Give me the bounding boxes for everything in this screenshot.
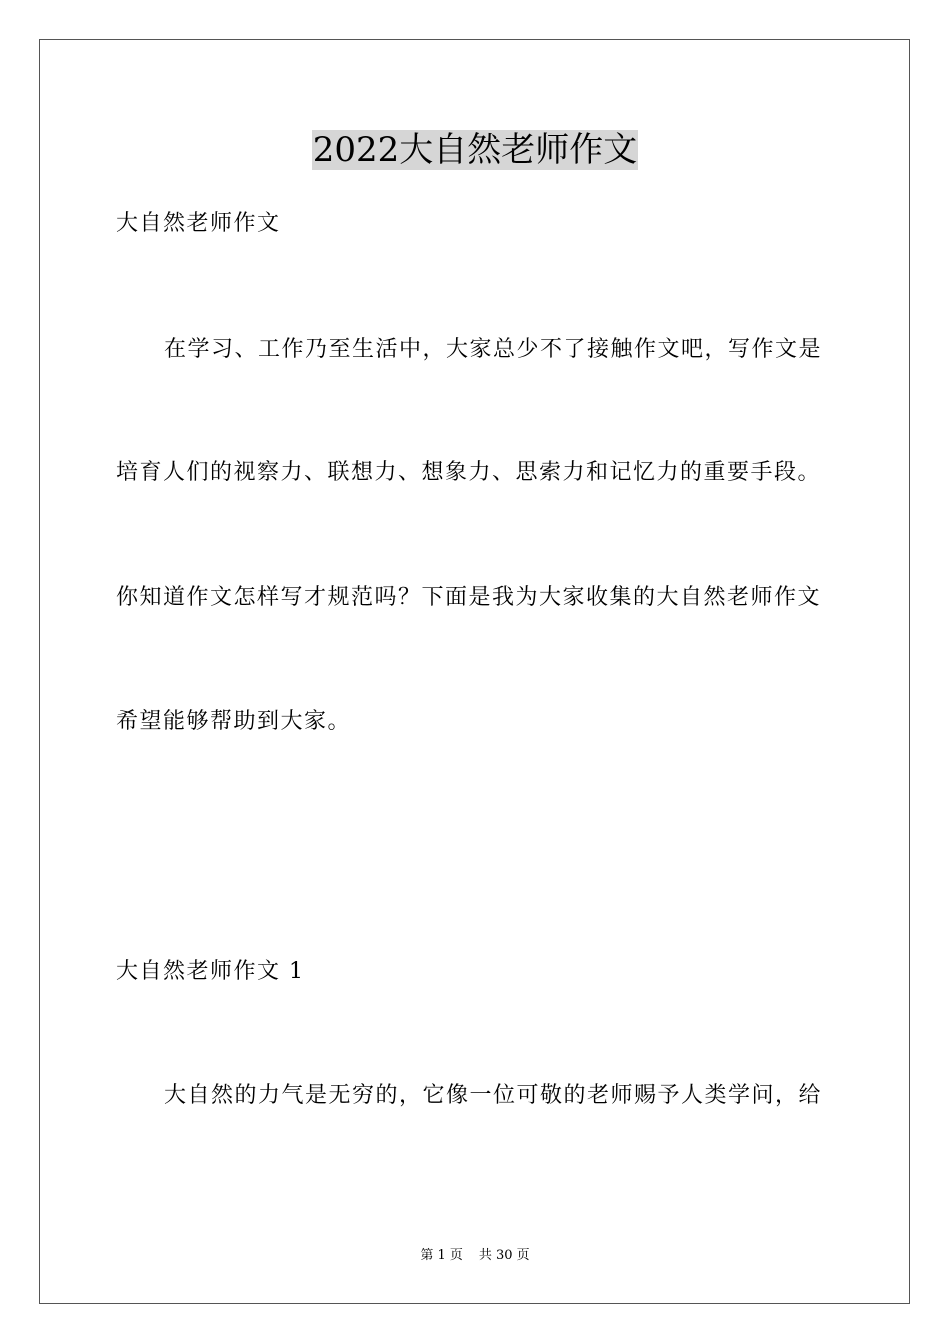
page-footer bbox=[0, 1247, 950, 1265]
intro-line-1: 在学习、工作乃至生活中，大家总少不了接触作文吧，写作文是 bbox=[164, 337, 823, 362]
page-number: 第 1 页 bbox=[420, 1248, 463, 1263]
intro-line-3: 你知道作文怎样写才规范吗？下面是我为大家收集的大自然老师作文 bbox=[116, 585, 822, 610]
document-title-text: 2022大自然老师作文 bbox=[312, 130, 638, 170]
intro-line-2: 培育人们的视察力、联想力、想象力、思索力和记忆力的重要手段。 bbox=[116, 460, 822, 485]
page-total: 共 30 页 bbox=[478, 1248, 530, 1263]
document-title bbox=[0, 126, 950, 174]
document-subtitle: 大自然老师作文 bbox=[116, 211, 281, 236]
intro-line-4: 希望能够帮助到大家。 bbox=[116, 709, 352, 734]
section-line-1: 大自然的力气是无穷的，它像一位可敬的老师赐予人类学问，给 bbox=[164, 1083, 823, 1108]
section-heading: 大自然老师作文 1 bbox=[116, 959, 305, 984]
